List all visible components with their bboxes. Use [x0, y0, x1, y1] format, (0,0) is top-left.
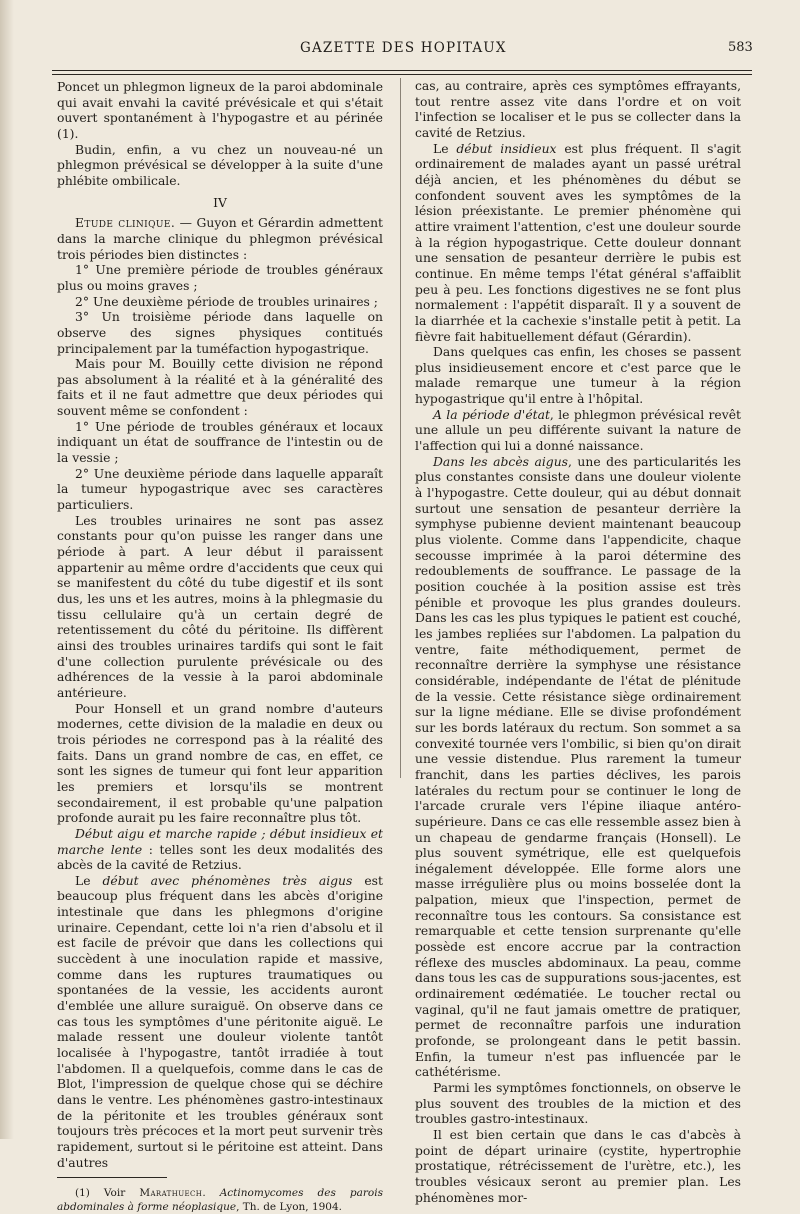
footnote-rule: [57, 1177, 167, 1178]
paragraph: cas, au contraire, après ces symptômes effrayants, tout rentre assez vite dans l'ordre et on voit l'infection se localiser et le pus se collecter dans la cavité de Retzius.: [415, 79, 741, 140]
right-column: [415, 79, 741, 1206]
paragraph: Pour Honsell et un grand nombre d'auteurs modernes, cette division de la maladie en deux ou trois périodes ne correspond pas à la réalité des faits. Dans un grand nombre de cas, en effet, ce sont les signes de tumeur qui font leur apparition les premiers et lorsqu'ils se montrent secondairement, il est probable qu'une palpation profonde aurait pu les faire reconnaître plus tôt.: [57, 701, 383, 826]
page-number: 583: [728, 40, 753, 55]
list-item: 1° Une période de troubles généraux et locaux indiquant un état de souffrance de l'intestin ou de la vessie ;: [57, 419, 383, 466]
header-rule-bottom: [52, 74, 752, 75]
footnote: (1) Voir Marathuech. Actinomycomes des parois abdominales à forme néoplasique, Th. de Lyon, 1904.: [57, 1187, 383, 1214]
running-title: GAZETTE DES HOPITAUX: [300, 40, 507, 56]
paragraph: Le début insidieux est plus fréquent. Il s'agit ordinairement de malades ayant un passé urétral déjà ancien, et les phénomènes du début se confondent souvent aves les symptômes de la lésion préexistante. Le premier phénomène qui attire vraiment l'attention, c'est une douleur sourde à la région hypogastrique. Cette douleur donnant une sensation de pesanteur derrière le pubis est continue. En même temps l'état général s'affaiblit peu à peu. Les fonctions digestives ne se font plus normalement : l'appétit disparaît. Il y a souvent de la diarrhée et la cachexie s'installe petit à petit. La fièvre fait habituellement défaut (Gérardin).: [415, 141, 741, 344]
paragraph: Etude clinique. — Guyon et Gérardin admettent dans la marche clinique du phlegmon prévésical trois périodes bien distinctes :: [57, 216, 383, 262]
section-number: IV: [213, 195, 227, 210]
left-column: [57, 80, 383, 1214]
list-item: 2° Une deuxième période dans laquelle apparaît la tumeur hypogastrique avec ses caractères particuliers.: [57, 466, 383, 513]
section-heading: Etude clinique.: [75, 216, 176, 231]
paragraph: Début aigu et marche rapide ; début insidieux et marche lente : telles sont les deux modalités des abcès de la cavité de Retzius.: [57, 826, 383, 873]
paragraph: Le début avec phénomènes très aigus est beaucoup plus fréquent dans les abcès d'origine intestinale que dans les phlegmons d'origine urinaire. Cependant, cette loi n'a rien d'absolu et il est facile de prévoir que dans les collections qui succèdent à une inoculation rapide et massive, comme dans les ruptures traumatiques ou spontanées de la vessie, les accidents auront d'emblée une allure suraiguë. On observe dans ce cas tous les symptômes d'une péritonite aiguë. Le malade ressent une douleur violente tantôt localisée à l'hypogastre, tantôt irradiée à tout l'abdomen. Il a quelquefois, comme dans le cas de Blot, l'impression de quelque chose qui se déchire dans le ventre. Les phénomènes gastro-intestinaux de la péritonite et les troubles généraux sont toujours très précoces et la mort peut survenir très rapidement, surtout si le péritoine est atteint. Dans d'autres: [57, 873, 383, 1170]
paragraph: Budin, enfin, a vu chez un nouveau-né un phlegmon prévésical se développer à la suite d'une phlébite ombilicale.: [57, 142, 383, 188]
list-item: 2° Une deuxième période de troubles urinaires ;: [75, 294, 378, 309]
paragraph: Parmi les symptômes fonctionnels, on observe le plus souvent des troubles de la miction et des troubles gastro-intestinaux.: [415, 1081, 741, 1127]
paragraph: Poncet un phlegmon ligneux de la paroi abdominale qui avait envahi la cavité prévésicale et qui s'était ouvert spontanément à l'hypogastre et au périnée (1).: [57, 80, 383, 141]
header-rule-top: [52, 70, 752, 71]
page-gutter-shadow: [0, 0, 14, 1139]
paragraph: A la période d'état, le phlegmon prévésical revêt une allule un peu différente suivant la nature de l'affection qui lui a donné naissance.: [415, 407, 741, 454]
paragraph: Dans les abcès aigus, une des particularités les plus constantes consiste dans une douleur violente à l'hypogastre. Cette douleur, qui au début donnait surtout une sensation de pesanteur derrière la symphyse pubienne devient maintenant beaucoup plus violente. Comme dans l'appendicite, chaque secousse imprimée à la paroi détermine des redoublements de souffrance. Le passage de la position couchée à la position assise est très pénible et provoque les plus grandes douleurs. Dans les cas les plus typiques le patient est couché, les jambes repliées sur l'abdomen. La palpation du ventre, faite méthodiquement, permet de reconnaître derrière la symphyse une résistance considérable, indépendante de l'état de plénitude de la vessie. Cette résistance siège ordinairement sur la ligne médiane. Elle se divise profondément sur les bords latéraux du rectum. Son sommet a sa convexité tournée vers l'ombilic, si bien qu'on dirait une vessie distendue. Plus rarement la tumeur franchit, dans les parties déclives, les parois latérales du rectum pour se continuer le long de l'arcade crurale vers l'épine iliaque antéro-supérieure. Dans ce cas elle ressemble assez bien à un chapeau de gendarme français (Honsell). Le plus souvent symétrique, elle est quelquefois inégalement développée. Elle forme alors une masse irrégulière plus ou moins bosselée dont la palpation, mieux que l'inspection, permet de reconnaître tous les contours. Sa consistance est remarquable et cette tension surprenante qu'elle possède est encore accrue par la contraction réflexe des muscles abdominaux. La peau, comme dans tous les cas de suppurations sous-jacentes, est ordinairement œdématiée. Le toucher rectal ou vaginal, qu'il ne faut jamais omettre de pratiquer, permet de reconnaître parfois une induration profonde, se prolongeant dans le petit bassin. Enfin, la tumeur n'est pas influencée par le cathétérisme.: [415, 454, 741, 1080]
paragraph: Les troubles urinaires ne sont pas assez constants pour qu'on puisse les ranger dans une période à part. A leur début il paraissent appartenir au même ordre d'accidents que ceux qui se manifestent du côté du tube digestif et ils sont dus, les uns et les autres, moins à la phlegmasie du tissu cellulaire qu'à un certain degré de retentissement du côté du péritoine. Ils diffèrent ainsi des troubles urinaires tardifs qui sont le fait d'une collection purulente prévésicale ou des adhérences de la vessie à la paroi abdominale antérieure.: [57, 513, 383, 700]
paragraph: Dans quelques cas enfin, les choses se passent plus insidieusement encore et c'est parce que le malade remarque une tumeur à la région hypogastrique qu'il entre à l'hôpital.: [415, 345, 741, 407]
column-separator: [400, 78, 401, 778]
list-item: 3° Un troisième période dans laquelle on observe des signes physiques contitués principalement par la tuméfaction hypogastrique.: [57, 310, 383, 356]
paragraph: Mais pour M. Bouilly cette division ne répond pas absolument à la réalité et à la généralité des faits et il ne faut admettre que deux périodes qui souvent même se confondent :: [57, 357, 383, 419]
list-item: 1° Une première période de troubles généraux plus ou moins graves ;: [57, 263, 383, 293]
paragraph: Il est bien certain que dans le cas d'abcès à point de départ urinaire (cystite, hypertrophie prostatique, rétrécissement de l'urètre, etc.), les troubles vésicaux seront au premier plan. Les phénomènes mor-: [415, 1127, 741, 1205]
